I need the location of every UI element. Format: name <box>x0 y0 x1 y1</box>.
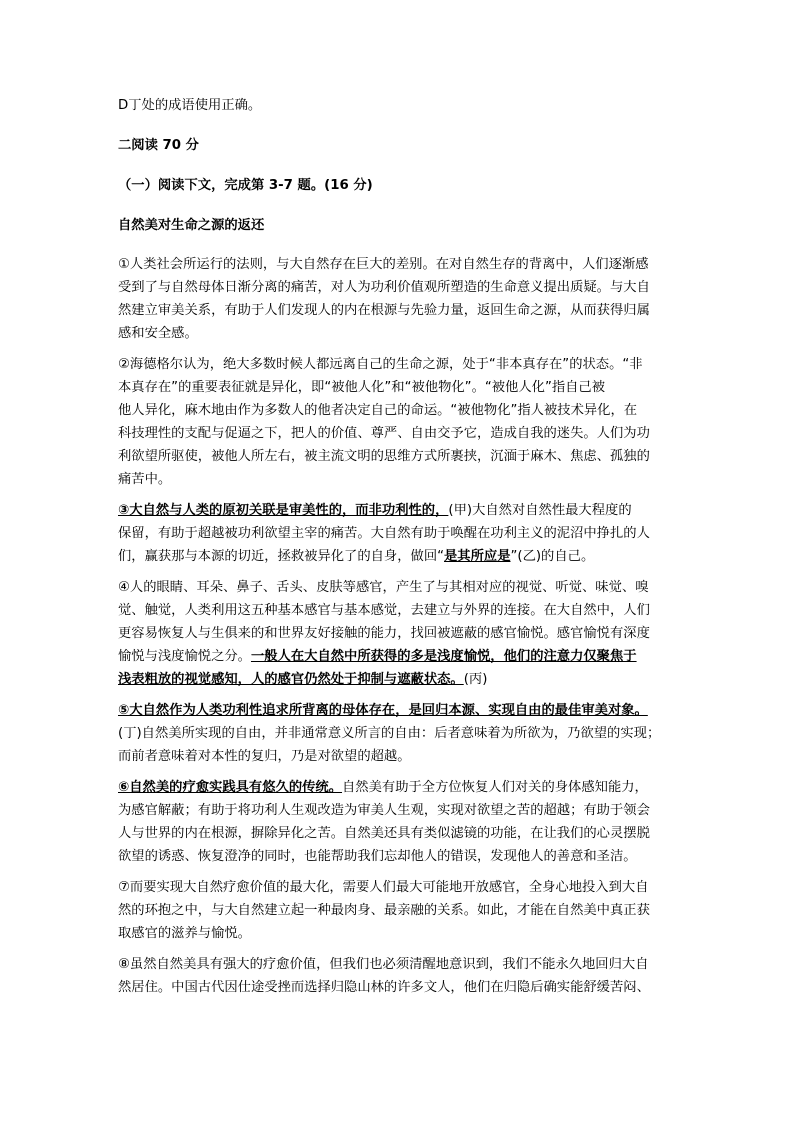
paragraph-8-line: ⑧虽然自然美具有强大的疗愈价值，但我们也必须清醒地意识到，我们不能永久地回归大自 <box>118 957 649 972</box>
paragraph-5-line: 而前者意味着对本性的复归，乃是对欲望的超越。 <box>118 749 411 764</box>
paragraph-2-line: 利欲望所驱使，被他人所左右，被主流文明的思维方式所裹挟，沉湎于麻木、焦虑、孤独的 <box>118 449 650 464</box>
quoted-phrase: 是其所应是 <box>444 549 511 564</box>
paragraph-6-line: ⑥自然美的疗愈实践具有悠久的传统。自然美有助于全方位恢复人们对关的身体感知能力， <box>118 780 648 795</box>
underlined-sentence-2-end: 浅表粗放的视觉感知，人的感官仍然处于抑制与遮蔽状态。 <box>118 672 464 687</box>
paragraph-2-line: 本真存在”的重要表征就是异化，即“被他人化”和“被他物化”。“被他人化”指自己被 <box>118 380 606 395</box>
paragraph-2-line: 痛苦中。 <box>118 472 172 487</box>
paragraph-3-line: 们，赢获那与本源的切近，拯救被异化了的自身，做回“是其所应是”(乙)的自己。 <box>118 549 595 564</box>
paragraph-3-line: 保留，有助于超越被功利欲望主宰的痛苦。大自然有助于唤醒在功利主义的泥沼中挣扎的人 <box>118 526 650 541</box>
paragraph-5-line <box>118 699 680 722</box>
underlined-sentence-2: 一般人在大自然中所获得的多是浅度愉悦，他们的注意力仅聚焦于 <box>250 649 637 664</box>
sub-heading: （一）阅读下文，完成第 3-7 题。(16 分) <box>118 178 373 193</box>
paragraph-6-line: 欲望的诱惑、恢复澄净的同时，也能帮助我们忘却他人的错误，发现他人的善意和圣洁。 <box>118 849 637 864</box>
paragraph-6-line: 为感官解蔽；有助于将功利人生观改造为审美人生观，实现对欲望之苦的超越；有助于领会 <box>118 803 650 818</box>
underlined-sentence-3: ⑤大自然作为人类功利性追求所背离的母体存在，是回归本源、实现自由的最佳审美对象。 <box>118 703 648 718</box>
paragraph-7-line: ⑦而要实现大自然疗愈价值的最大化，需要人们最大可能地开放感官，全身心地投入到大自 <box>118 880 649 895</box>
paragraph-4-line: 觉、触觉，人类利用这五种基本感官与基本感觉，去建立与外界的连接。在大自然中，人们 <box>118 603 650 618</box>
paragraph-2-line: 科技理性的支配与促逼之下，把人的价值、尊严、自由交予它，造成自我的迷失。人们为功 <box>118 426 650 441</box>
paragraph-4-line: 更容易恢复人与生俱来的和世界友好接触的能力，找回被遮蔽的感官愉悦。感官愉悦有深度 <box>118 626 650 641</box>
paragraph-8-line: 然居住。中国古代因仕途受挫而选择归隐山林的许多文人，他们在归隐后确实能舒缓苦闷、 <box>118 980 650 995</box>
paragraph-2-line: 他人异化，麻木地由作为多数人的他者决定自己的命运。“被他物化”指人被技术异化，在 <box>118 403 638 418</box>
paragraph-2-line: ②海德格尔认为，绝大多数时候人都远离自己的生命之源，处于“非本真存在”的状态。“非 <box>118 357 643 372</box>
paragraph-6-line: 人与世界的内在根源，摒除异化之苦。自然美还具有类似滤镜的功能，在让我们的心灵摆脱 <box>118 826 650 841</box>
paragraph-5-line: (丁)自然美所实现的自由，并非通常意义所言的自由：后者意味着为所欲为，乃欲望的实现； <box>118 726 661 741</box>
paragraph-4-line: ④人的眼睛、耳朵、鼻子、舌头、皮肤等感官，产生了与其相对应的视觉、听觉、味觉、嗅 <box>118 580 649 595</box>
underlined-sentence-4: ⑥自然美的疗愈实践具有悠久的传统。 <box>118 780 343 795</box>
paragraph-3-line: ③大自然与人类的原初关联是审美性的，而非功利性的，(甲)大自然对自然性最大程度的 <box>118 503 632 518</box>
paragraph-7-line: 然的环抱之中，与大自然建立起一种最肉身、最亲融的关系。如此，才能在自然美中真正获 <box>118 903 650 918</box>
article-title: 自然美对生命之源的返还 <box>118 218 265 233</box>
paragraph-1-line: 然建立审美关系，有助于人们发现人的内在根源与先验力量，返回生命之源，从而获得归属 <box>118 303 650 318</box>
paragraph-4-line: 浅表粗放的视觉感知，人的感官仍然处于抑制与遮蔽状态。(丙) <box>118 672 488 687</box>
prev-option-line: D丁处的成语使用正确。 <box>118 98 262 113</box>
paragraph-4-line: 愉悦与浅度愉悦之分。一般人在大自然中所获得的多是浅度愉悦，他们的注意力仅聚焦于 <box>118 649 637 664</box>
underlined-sentence-1: ③大自然与人类的原初关联是审美性的，而非功利性的， <box>118 503 449 518</box>
paragraph-1-line: 感和安全感。 <box>118 326 198 341</box>
paragraph-1-line: ①人类社会所运行的法则，与大自然存在巨大的差别。在对自然生存的背离中，人们逐渐感 <box>118 257 649 272</box>
paragraph-7-line: 取感官的滋养与愉悦。 <box>118 926 251 941</box>
paragraph-1-line: 受到了与自然母体日渐分离的痛苦，对人为功利价值观所塑造的生命意义提出质疑。与大自 <box>118 280 650 295</box>
section-heading: 二阅读 70 分 <box>118 138 199 153</box>
